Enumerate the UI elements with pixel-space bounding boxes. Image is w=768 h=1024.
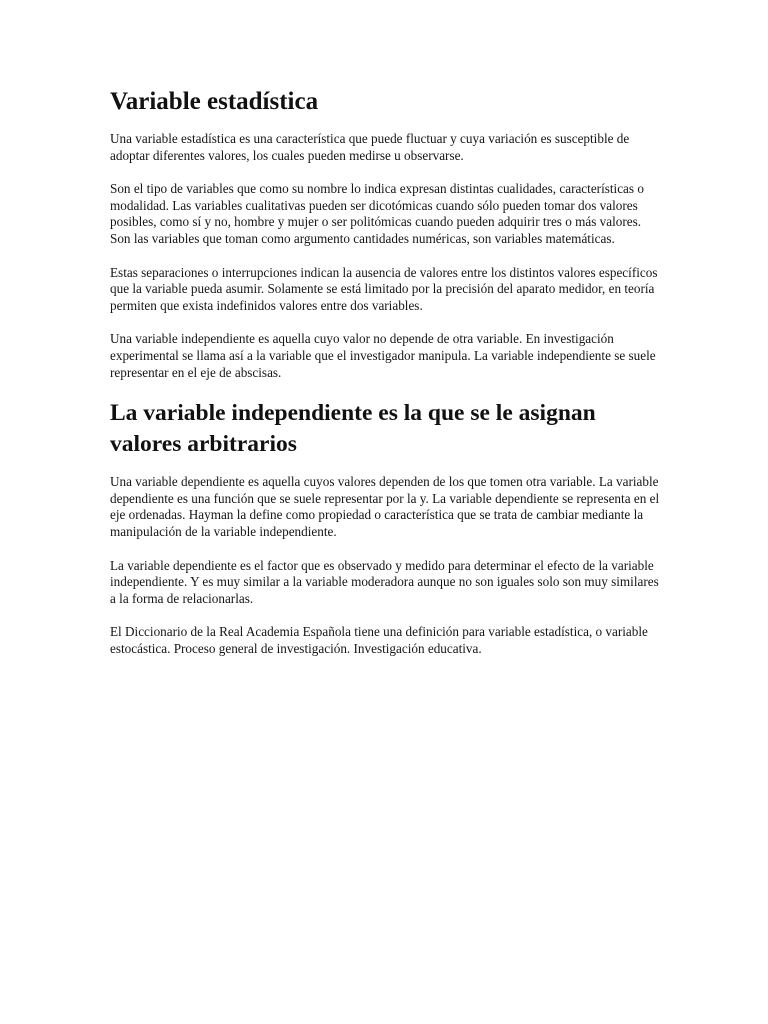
document-body: [110, 86, 660, 674]
paragraph-independent: Una variable independiente es aquella cuyo valor no depende de otra variable. En investigación experimental se llama así a la variable que el investigador manipula. La variable independiente se suele representar en el eje de abscisas.: [110, 331, 656, 380]
paragraph-dependent-factor: La variable dependiente es el factor que es observado y medido para determinar el efecto de la variable independiente. Y es muy similar a la variable moderadora aunque no son iguales solo son muy similares a la forma de relacionarlas.: [110, 557, 659, 606]
paragraph-qualitative: Son el tipo de variables que como su nombre lo indica expresan distintas cualidades, características o modalidad. Las variables cualitativas pueden ser dicotómicas cuando sólo pueden tomar dos valores posibles, como sí y no, hombre y mujer o ser politómicas cuando pueden adquirir tres o más valores. Son las variables que toman como argumento cantidades numéricas, son variables matemáticas.: [110, 181, 644, 246]
paragraph-separations: Estas separaciones o interrupciones indican la ausencia de valores entre los distintos valores específicos que la variable pueda asumir. Solamente se está limitado por la precisión del aparato medidor, en teoría permiten que exista indefinidos valores entre dos variables.: [110, 264, 658, 313]
document-title: Variable estadística: [110, 88, 319, 115]
paragraph-dependent: Una variable dependiente es aquella cuyos valores dependen de los que tomen otra variable. La variable dependiente es una función que se suele representar por la y. La variable dependiente se representa en el eje ordenadas. Hayman la define como propiedad o característica que se trata de cambiar mediante la manipulación de la variable independiente.: [110, 474, 660, 539]
paragraph-dictionary: El Diccionario de la Real Academia Española tiene una definición para variable estadística, o variable estocástica. Proceso general de investigación. Investigación educativa.: [110, 624, 648, 656]
section-heading: La variable independiente es la que se le asignan valores arbitrarios: [110, 400, 596, 458]
paragraph-definition: Una variable estadística es una característica que puede fluctuar y cuya variación es susceptible de adoptar diferentes valores, los cuales pueden medirse u observarse.: [110, 131, 630, 163]
